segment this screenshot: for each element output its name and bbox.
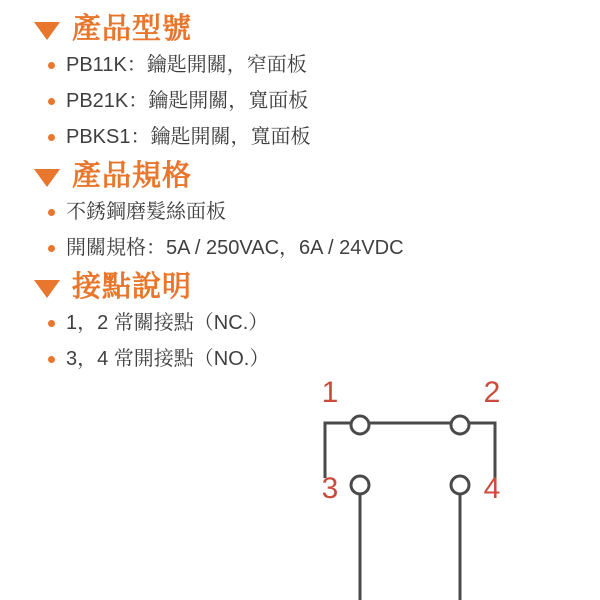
list-item: [48, 124, 580, 151]
diagram-label-3: 3: [321, 472, 339, 505]
spec-list: [34, 199, 580, 262]
list-item-label: PB11K：鑰匙開關，窄面板: [66, 53, 307, 76]
list-item-label: 3，4 常開接點（NO.）: [66, 347, 270, 370]
list-item-label: 1，2 常關接點（NC.）: [66, 311, 269, 334]
upper-contact-bridge: [325, 423, 495, 478]
section-contact-description: [34, 272, 580, 373]
bullet-dot-icon: [48, 62, 55, 69]
contact-list: [34, 310, 580, 373]
list-item-label: PBKS1：鑰匙開關，寬面板: [66, 125, 311, 148]
bullet-dot-icon: [48, 209, 55, 216]
bullet-dot-icon: [48, 98, 55, 105]
list-item: [48, 52, 580, 79]
list-item: [48, 199, 580, 226]
list-item-label: PB21K：鑰匙開關，寬面板: [66, 89, 309, 112]
bullet-dot-icon: [48, 134, 55, 141]
triangle-marker-icon: [34, 280, 60, 298]
section-title: 接點說明: [72, 270, 193, 303]
section-header: [34, 272, 580, 304]
triangle-marker-icon: [34, 169, 60, 187]
contact-point-1-icon: [351, 416, 369, 434]
section-title: 產品規格: [72, 159, 193, 192]
contact-point-4-icon: [451, 476, 469, 494]
diagram-label-1: 1: [321, 376, 339, 409]
section-product-spec: [34, 161, 580, 262]
bullet-dot-icon: [48, 320, 55, 327]
list-item: [48, 310, 580, 337]
list-item: [48, 235, 580, 262]
triangle-marker-icon: [34, 22, 60, 40]
section-header: [34, 14, 580, 46]
bullet-dot-icon: [48, 245, 55, 252]
contact-diagram: [300, 368, 580, 598]
list-item: [48, 88, 580, 115]
model-list: [34, 52, 580, 151]
list-item-label: 不銹鋼磨髮絲面板: [66, 200, 226, 223]
list-item-label: 開關規格：5A / 250VAC，6A / 24VDC: [66, 236, 404, 259]
contact-point-2-icon: [451, 416, 469, 434]
section-header: [34, 161, 580, 193]
bullet-dot-icon: [48, 356, 55, 363]
diagram-label-4: 4: [483, 472, 501, 505]
section-title: 產品型號: [72, 13, 193, 45]
diagram-label-2: 2: [483, 376, 501, 409]
section-product-model: [34, 14, 580, 151]
contact-point-3-icon: [351, 476, 369, 494]
